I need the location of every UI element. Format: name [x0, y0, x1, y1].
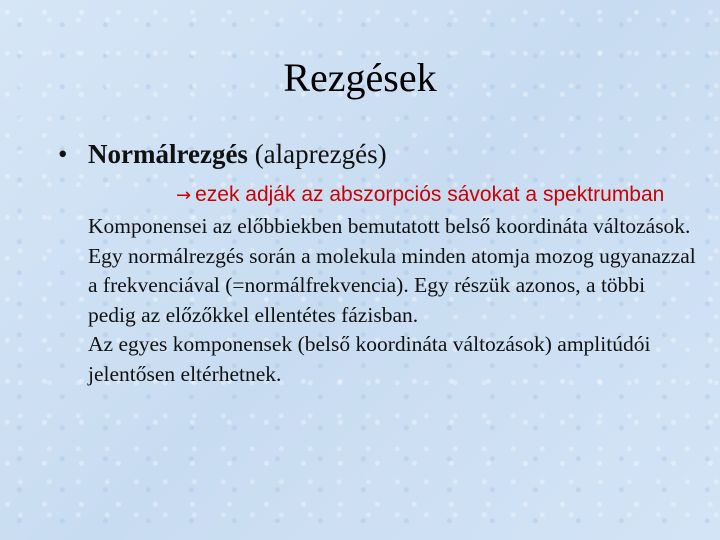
right-arrow-icon: →	[176, 185, 192, 206]
bullet-parenthetical: (alaprezgés)	[247, 139, 387, 169]
arrow-note-text: ezek adják az abszorpciós sávokat a spektrumban	[195, 183, 665, 206]
paragraph-normal-mode: Egy normálrezgés során a molekula minden atomja mozog ugyanazzal a frekvenciával (=normálfrekvencia). Egy részük azonos, a többi pedig az előzőkkel ellentétes fázisban.	[88, 243, 696, 327]
bullet-bold-term: Normálrezgés	[88, 139, 248, 169]
arrow-note	[176, 180, 664, 211]
bullet-item	[58, 136, 387, 172]
slide-title: Rezgések	[283, 55, 437, 100]
paragraph-components: Komponensei az előbbiekben bemutatott belső koordináta változások.	[88, 214, 691, 238]
paragraph-amplitudes: Az egyes komponensek (belső koordináta változások) amplitúdói jelentősen eltérhetnek.	[88, 332, 651, 386]
body-paragraphs	[88, 212, 698, 389]
bullet-marker: •	[58, 139, 68, 169]
